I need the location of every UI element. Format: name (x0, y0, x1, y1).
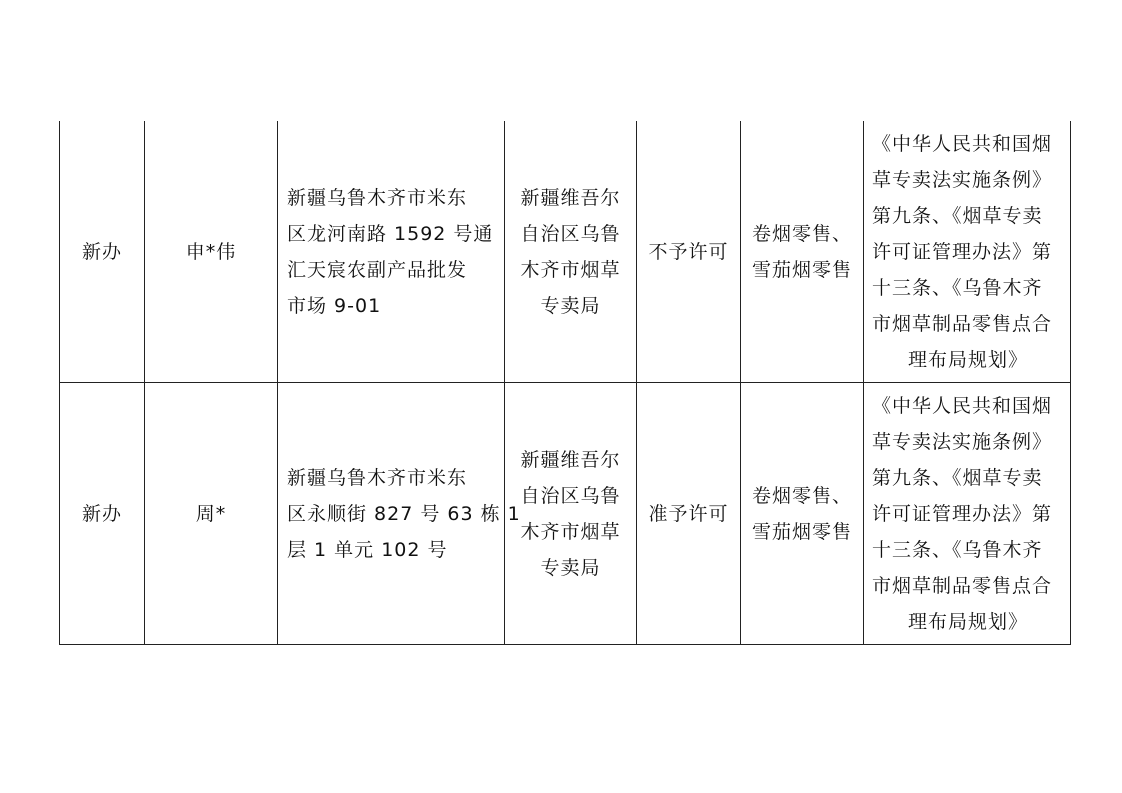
basis-line: 市烟草制品零售点合 (872, 574, 1053, 597)
authority-line: 专卖局 (540, 556, 601, 579)
legal-basis-cell (864, 121, 1071, 383)
basis-line: 许可证管理办法》第 (872, 240, 1053, 263)
address-line: 市场 9-01 (287, 294, 382, 317)
permit-decision-table (59, 121, 1071, 645)
address-line: 新疆乌鲁木齐市米东 (287, 186, 468, 209)
legal-basis-cell (864, 383, 1071, 645)
authority-line: 自治区乌鲁 (520, 484, 621, 507)
basis-line: 第九条、《烟草专卖 (872, 204, 1043, 227)
table-row (60, 383, 1071, 645)
application-type-cell (60, 121, 145, 383)
basis-line: 理布局规划》 (907, 348, 1028, 371)
decision-result: 准予许可 (648, 502, 729, 525)
authority-line: 新疆维吾尔 (520, 186, 621, 209)
basis-line: 《中华人民共和国烟 (872, 394, 1053, 417)
application-type: 新办 (81, 240, 122, 263)
address-line: 汇天宸农副产品批发 (287, 258, 468, 281)
authority-line: 木齐市烟草 (520, 258, 621, 281)
authority-line: 专卖局 (540, 294, 601, 317)
authority-line: 木齐市烟草 (520, 520, 621, 543)
scope-line: 卷烟零售、 (751, 222, 852, 245)
authority-cell (505, 121, 637, 383)
basis-line: 第九条、《烟草专卖 (872, 466, 1043, 489)
basis-line: 《中华人民共和国烟 (872, 132, 1053, 155)
address-line: 区永顺街 827 号 63 栋 1 (287, 502, 521, 525)
authority-line: 新疆维吾尔 (520, 448, 621, 471)
business-address-cell (278, 121, 505, 383)
scope-line: 卷烟零售、 (751, 484, 852, 507)
basis-line: 十三条、《乌鲁木齐 (872, 276, 1043, 299)
address-line: 层 1 单元 102 号 (287, 538, 448, 561)
basis-line: 理布局规划》 (907, 610, 1028, 633)
authority-line: 自治区乌鲁 (520, 222, 621, 245)
decision-cell (637, 383, 741, 645)
table-row (60, 121, 1071, 383)
application-type-cell (60, 383, 145, 645)
basis-line: 草专卖法实施条例》 (872, 430, 1053, 453)
business-scope-cell (741, 121, 864, 383)
application-type: 新办 (81, 502, 122, 525)
scope-line: 雪茄烟零售 (751, 258, 852, 281)
business-scope-cell (741, 383, 864, 645)
basis-line: 十三条、《乌鲁木齐 (872, 538, 1043, 561)
address-line: 新疆乌鲁木齐市米东 (287, 466, 468, 489)
authority-cell (505, 383, 637, 645)
decision-result: 不予许可 (648, 240, 729, 263)
decision-cell (637, 121, 741, 383)
applicant-name: 申*伟 (185, 240, 237, 263)
applicant-name: 周* (195, 502, 227, 525)
applicant-name-cell (145, 121, 278, 383)
basis-line: 市烟草制品零售点合 (872, 312, 1053, 335)
address-line: 区龙河南路 1592 号通 (287, 222, 494, 245)
business-address-cell (278, 383, 521, 645)
basis-line: 草专卖法实施条例》 (872, 168, 1053, 191)
scope-line: 雪茄烟零售 (751, 520, 852, 543)
applicant-name-cell (145, 383, 278, 645)
basis-line: 许可证管理办法》第 (872, 502, 1053, 525)
